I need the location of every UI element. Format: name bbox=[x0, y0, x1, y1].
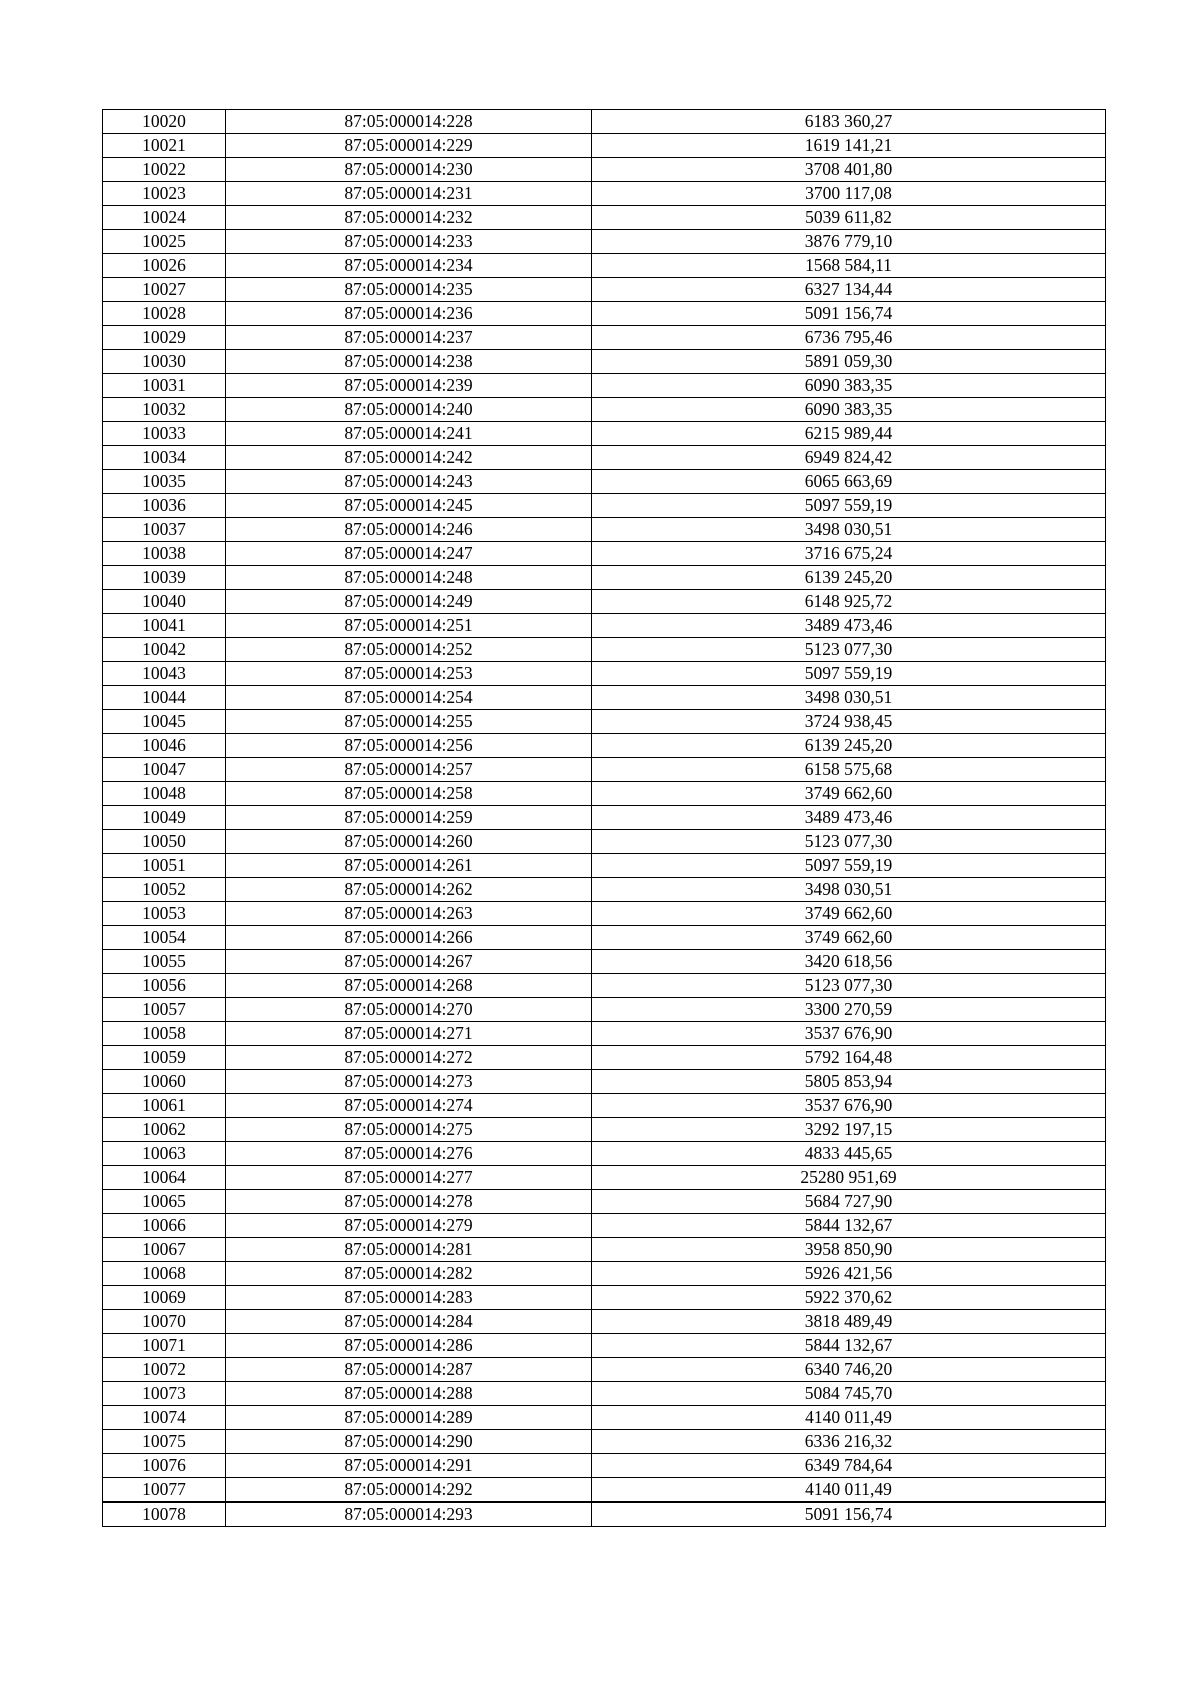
cadastral-value-cell: 6949 824,42 bbox=[592, 446, 1106, 470]
cadastral-value-table bbox=[102, 109, 1106, 1527]
row-number-cell: 10055 bbox=[103, 950, 226, 974]
cadastral-number-cell: 87:05:000014:277 bbox=[226, 1166, 592, 1190]
cadastral-value-cell: 6139 245,20 bbox=[592, 734, 1106, 758]
table-row bbox=[103, 158, 1106, 182]
cadastral-number-cell: 87:05:000014:268 bbox=[226, 974, 592, 998]
cadastral-number-cell: 87:05:000014:257 bbox=[226, 758, 592, 782]
row-number-cell: 10067 bbox=[103, 1238, 226, 1262]
cadastral-value-cell: 3749 662,60 bbox=[592, 902, 1106, 926]
row-number-cell: 10059 bbox=[103, 1046, 226, 1070]
cadastral-number-cell: 87:05:000014:263 bbox=[226, 902, 592, 926]
row-number-cell: 10030 bbox=[103, 350, 226, 374]
table-row bbox=[103, 182, 1106, 206]
row-number-cell: 10022 bbox=[103, 158, 226, 182]
cadastral-value-cell: 6736 795,46 bbox=[592, 326, 1106, 350]
table-row bbox=[103, 1022, 1106, 1046]
cadastral-number-cell: 87:05:000014:283 bbox=[226, 1286, 592, 1310]
cadastral-value-cell: 5084 745,70 bbox=[592, 1382, 1106, 1406]
table-row bbox=[103, 254, 1106, 278]
table-row bbox=[103, 854, 1106, 878]
row-number-cell: 10043 bbox=[103, 662, 226, 686]
table-row bbox=[103, 1430, 1106, 1454]
cadastral-number-cell: 87:05:000014:249 bbox=[226, 590, 592, 614]
cadastral-value-cell: 3700 117,08 bbox=[592, 182, 1106, 206]
table-row bbox=[103, 206, 1106, 230]
table-row bbox=[103, 1166, 1106, 1190]
row-number-cell: 10058 bbox=[103, 1022, 226, 1046]
cadastral-value-cell: 5123 077,30 bbox=[592, 830, 1106, 854]
cadastral-number-cell: 87:05:000014:288 bbox=[226, 1382, 592, 1406]
cadastral-number-cell: 87:05:000014:237 bbox=[226, 326, 592, 350]
cadastral-number-cell: 87:05:000014:287 bbox=[226, 1358, 592, 1382]
cadastral-value-cell: 6139 245,20 bbox=[592, 566, 1106, 590]
row-number-cell: 10029 bbox=[103, 326, 226, 350]
cadastral-value-cell: 6148 925,72 bbox=[592, 590, 1106, 614]
row-number-cell: 10052 bbox=[103, 878, 226, 902]
table-row bbox=[103, 1046, 1106, 1070]
table-row bbox=[103, 1334, 1106, 1358]
table-row bbox=[103, 134, 1106, 158]
cadastral-number-cell: 87:05:000014:243 bbox=[226, 470, 592, 494]
table-row bbox=[103, 806, 1106, 830]
row-number-cell: 10056 bbox=[103, 974, 226, 998]
row-number-cell: 10044 bbox=[103, 686, 226, 710]
cadastral-value-cell: 5097 559,19 bbox=[592, 854, 1106, 878]
cadastral-number-cell: 87:05:000014:255 bbox=[226, 710, 592, 734]
cadastral-number-cell: 87:05:000014:289 bbox=[226, 1406, 592, 1430]
cadastral-value-cell: 5123 077,30 bbox=[592, 638, 1106, 662]
cadastral-number-cell: 87:05:000014:281 bbox=[226, 1238, 592, 1262]
table-row bbox=[103, 374, 1106, 398]
cadastral-number-cell: 87:05:000014:293 bbox=[226, 1502, 592, 1527]
table-row bbox=[103, 1238, 1106, 1262]
row-number-cell: 10069 bbox=[103, 1286, 226, 1310]
cadastral-value-cell: 3489 473,46 bbox=[592, 806, 1106, 830]
cadastral-number-cell: 87:05:000014:240 bbox=[226, 398, 592, 422]
cadastral-number-cell: 87:05:000014:286 bbox=[226, 1334, 592, 1358]
table-row bbox=[103, 1094, 1106, 1118]
cadastral-number-cell: 87:05:000014:260 bbox=[226, 830, 592, 854]
table-row bbox=[103, 1406, 1106, 1430]
table-row bbox=[103, 1502, 1106, 1527]
cadastral-value-cell: 3292 197,15 bbox=[592, 1118, 1106, 1142]
cadastral-number-cell: 87:05:000014:279 bbox=[226, 1214, 592, 1238]
table-row bbox=[103, 590, 1106, 614]
row-number-cell: 10027 bbox=[103, 278, 226, 302]
table-row bbox=[103, 686, 1106, 710]
cadastral-value-cell: 3749 662,60 bbox=[592, 926, 1106, 950]
cadastral-number-cell: 87:05:000014:252 bbox=[226, 638, 592, 662]
table-row bbox=[103, 1358, 1106, 1382]
row-number-cell: 10035 bbox=[103, 470, 226, 494]
cadastral-number-cell: 87:05:000014:275 bbox=[226, 1118, 592, 1142]
cadastral-value-cell: 3420 618,56 bbox=[592, 950, 1106, 974]
cadastral-number-cell: 87:05:000014:282 bbox=[226, 1262, 592, 1286]
table-row bbox=[103, 470, 1106, 494]
cadastral-value-cell: 3724 938,45 bbox=[592, 710, 1106, 734]
cadastral-value-cell: 3749 662,60 bbox=[592, 782, 1106, 806]
row-number-cell: 10072 bbox=[103, 1358, 226, 1382]
row-number-cell: 10041 bbox=[103, 614, 226, 638]
cadastral-value-cell: 3489 473,46 bbox=[592, 614, 1106, 638]
cadastral-number-cell: 87:05:000014:270 bbox=[226, 998, 592, 1022]
cadastral-number-cell: 87:05:000014:238 bbox=[226, 350, 592, 374]
row-number-cell: 10025 bbox=[103, 230, 226, 254]
row-number-cell: 10047 bbox=[103, 758, 226, 782]
cadastral-number-cell: 87:05:000014:274 bbox=[226, 1094, 592, 1118]
cadastral-value-cell: 5097 559,19 bbox=[592, 494, 1106, 518]
cadastral-number-cell: 87:05:000014:291 bbox=[226, 1454, 592, 1478]
row-number-cell: 10039 bbox=[103, 566, 226, 590]
cadastral-value-cell: 5684 727,90 bbox=[592, 1190, 1106, 1214]
cadastral-number-cell: 87:05:000014:228 bbox=[226, 110, 592, 134]
table-row bbox=[103, 614, 1106, 638]
cadastral-number-cell: 87:05:000014:245 bbox=[226, 494, 592, 518]
cadastral-number-cell: 87:05:000014:273 bbox=[226, 1070, 592, 1094]
table-row bbox=[103, 1190, 1106, 1214]
cadastral-number-cell: 87:05:000014:235 bbox=[226, 278, 592, 302]
table-row bbox=[103, 1262, 1106, 1286]
table-row bbox=[103, 638, 1106, 662]
table-row bbox=[103, 758, 1106, 782]
cadastral-value-cell: 5805 853,94 bbox=[592, 1070, 1106, 1094]
cadastral-value-cell: 1619 141,21 bbox=[592, 134, 1106, 158]
cadastral-number-cell: 87:05:000014:232 bbox=[226, 206, 592, 230]
row-number-cell: 10066 bbox=[103, 1214, 226, 1238]
cadastral-value-cell: 6183 360,27 bbox=[592, 110, 1106, 134]
cadastral-value-cell: 6215 989,44 bbox=[592, 422, 1106, 446]
cadastral-value-cell: 3537 676,90 bbox=[592, 1022, 1106, 1046]
row-number-cell: 10077 bbox=[103, 1478, 226, 1503]
table-row bbox=[103, 278, 1106, 302]
table-row bbox=[103, 1478, 1106, 1503]
cadastral-value-cell: 1568 584,11 bbox=[592, 254, 1106, 278]
cadastral-number-cell: 87:05:000014:276 bbox=[226, 1142, 592, 1166]
table-row bbox=[103, 1310, 1106, 1334]
cadastral-value-cell: 5039 611,82 bbox=[592, 206, 1106, 230]
table-row bbox=[103, 542, 1106, 566]
row-number-cell: 10033 bbox=[103, 422, 226, 446]
row-number-cell: 10063 bbox=[103, 1142, 226, 1166]
row-number-cell: 10020 bbox=[103, 110, 226, 134]
row-number-cell: 10049 bbox=[103, 806, 226, 830]
cadastral-value-cell: 5123 077,30 bbox=[592, 974, 1106, 998]
cadastral-number-cell: 87:05:000014:242 bbox=[226, 446, 592, 470]
cadastral-value-cell: 3498 030,51 bbox=[592, 518, 1106, 542]
row-number-cell: 10040 bbox=[103, 590, 226, 614]
cadastral-value-cell: 3876 779,10 bbox=[592, 230, 1106, 254]
cadastral-number-cell: 87:05:000014:271 bbox=[226, 1022, 592, 1046]
row-number-cell: 10028 bbox=[103, 302, 226, 326]
cadastral-value-cell: 25280 951,69 bbox=[592, 1166, 1106, 1190]
table-row bbox=[103, 1382, 1106, 1406]
cadastral-value-cell: 4140 011,49 bbox=[592, 1406, 1106, 1430]
row-number-cell: 10036 bbox=[103, 494, 226, 518]
cadastral-number-cell: 87:05:000014:236 bbox=[226, 302, 592, 326]
cadastral-value-cell: 6090 383,35 bbox=[592, 398, 1106, 422]
cadastral-number-cell: 87:05:000014:229 bbox=[226, 134, 592, 158]
cadastral-value-cell: 3498 030,51 bbox=[592, 878, 1106, 902]
row-number-cell: 10038 bbox=[103, 542, 226, 566]
cadastral-value-cell: 5844 132,67 bbox=[592, 1334, 1106, 1358]
cadastral-number-cell: 87:05:000014:246 bbox=[226, 518, 592, 542]
cadastral-number-cell: 87:05:000014:284 bbox=[226, 1310, 592, 1334]
table-row bbox=[103, 998, 1106, 1022]
row-number-cell: 10060 bbox=[103, 1070, 226, 1094]
cadastral-value-cell: 6327 134,44 bbox=[592, 278, 1106, 302]
cadastral-value-cell: 5097 559,19 bbox=[592, 662, 1106, 686]
cadastral-value-cell: 3300 270,59 bbox=[592, 998, 1106, 1022]
row-number-cell: 10071 bbox=[103, 1334, 226, 1358]
cadastral-value-cell: 6158 575,68 bbox=[592, 758, 1106, 782]
cadastral-value-cell: 5844 132,67 bbox=[592, 1214, 1106, 1238]
cadastral-value-cell: 6090 383,35 bbox=[592, 374, 1106, 398]
table-row bbox=[103, 1454, 1106, 1478]
row-number-cell: 10021 bbox=[103, 134, 226, 158]
row-number-cell: 10037 bbox=[103, 518, 226, 542]
cadastral-number-cell: 87:05:000014:248 bbox=[226, 566, 592, 590]
row-number-cell: 10031 bbox=[103, 374, 226, 398]
cadastral-number-cell: 87:05:000014:262 bbox=[226, 878, 592, 902]
cadastral-value-cell: 6349 784,64 bbox=[592, 1454, 1106, 1478]
row-number-cell: 10051 bbox=[103, 854, 226, 878]
table-row bbox=[103, 926, 1106, 950]
cadastral-number-cell: 87:05:000014:261 bbox=[226, 854, 592, 878]
table-row bbox=[103, 1286, 1106, 1310]
cadastral-number-cell: 87:05:000014:272 bbox=[226, 1046, 592, 1070]
table-row bbox=[103, 1214, 1106, 1238]
cadastral-value-cell: 3708 401,80 bbox=[592, 158, 1106, 182]
cadastral-value-cell: 6336 216,32 bbox=[592, 1430, 1106, 1454]
cadastral-value-cell: 3958 850,90 bbox=[592, 1238, 1106, 1262]
table-row bbox=[103, 494, 1106, 518]
cadastral-value-cell: 4140 011,49 bbox=[592, 1478, 1106, 1503]
table-row bbox=[103, 878, 1106, 902]
row-number-cell: 10024 bbox=[103, 206, 226, 230]
row-number-cell: 10048 bbox=[103, 782, 226, 806]
row-number-cell: 10062 bbox=[103, 1118, 226, 1142]
table-row bbox=[103, 662, 1106, 686]
row-number-cell: 10075 bbox=[103, 1430, 226, 1454]
cadastral-value-cell: 4833 445,65 bbox=[592, 1142, 1106, 1166]
cadastral-value-cell: 5091 156,74 bbox=[592, 1502, 1106, 1527]
cadastral-number-cell: 87:05:000014:266 bbox=[226, 926, 592, 950]
row-number-cell: 10076 bbox=[103, 1454, 226, 1478]
cadastral-value-cell: 3537 676,90 bbox=[592, 1094, 1106, 1118]
table-row bbox=[103, 110, 1106, 134]
table-row bbox=[103, 422, 1106, 446]
table-row bbox=[103, 734, 1106, 758]
row-number-cell: 10026 bbox=[103, 254, 226, 278]
row-number-cell: 10034 bbox=[103, 446, 226, 470]
row-number-cell: 10032 bbox=[103, 398, 226, 422]
cadastral-value-cell: 5792 164,48 bbox=[592, 1046, 1106, 1070]
table-row bbox=[103, 230, 1106, 254]
cadastral-number-cell: 87:05:000014:247 bbox=[226, 542, 592, 566]
row-number-cell: 10053 bbox=[103, 902, 226, 926]
table-row bbox=[103, 830, 1106, 854]
row-number-cell: 10061 bbox=[103, 1094, 226, 1118]
table-row bbox=[103, 446, 1106, 470]
cadastral-number-cell: 87:05:000014:233 bbox=[226, 230, 592, 254]
cadastral-number-cell: 87:05:000014:253 bbox=[226, 662, 592, 686]
row-number-cell: 10023 bbox=[103, 182, 226, 206]
table-row bbox=[103, 902, 1106, 926]
cadastral-number-cell: 87:05:000014:258 bbox=[226, 782, 592, 806]
cadastral-number-cell: 87:05:000014:234 bbox=[226, 254, 592, 278]
row-number-cell: 10042 bbox=[103, 638, 226, 662]
row-number-cell: 10065 bbox=[103, 1190, 226, 1214]
cadastral-value-cell: 3818 489,49 bbox=[592, 1310, 1106, 1334]
table-row bbox=[103, 950, 1106, 974]
row-number-cell: 10078 bbox=[103, 1502, 226, 1527]
row-number-cell: 10045 bbox=[103, 710, 226, 734]
table-row bbox=[103, 566, 1106, 590]
cadastral-value-cell: 6340 746,20 bbox=[592, 1358, 1106, 1382]
table-row bbox=[103, 1118, 1106, 1142]
cadastral-number-cell: 87:05:000014:292 bbox=[226, 1478, 592, 1503]
row-number-cell: 10054 bbox=[103, 926, 226, 950]
table-row bbox=[103, 518, 1106, 542]
cadastral-number-cell: 87:05:000014:230 bbox=[226, 158, 592, 182]
table-row bbox=[103, 710, 1106, 734]
cadastral-number-cell: 87:05:000014:278 bbox=[226, 1190, 592, 1214]
cadastral-number-cell: 87:05:000014:259 bbox=[226, 806, 592, 830]
cadastral-value-cell: 6065 663,69 bbox=[592, 470, 1106, 494]
table-row bbox=[103, 974, 1106, 998]
cadastral-value-cell: 5922 370,62 bbox=[592, 1286, 1106, 1310]
table-row bbox=[103, 1070, 1106, 1094]
cadastral-number-cell: 87:05:000014:251 bbox=[226, 614, 592, 638]
cadastral-value-cell: 5926 421,56 bbox=[592, 1262, 1106, 1286]
row-number-cell: 10074 bbox=[103, 1406, 226, 1430]
row-number-cell: 10057 bbox=[103, 998, 226, 1022]
cadastral-value-cell: 5891 059,30 bbox=[592, 350, 1106, 374]
cadastral-number-cell: 87:05:000014:290 bbox=[226, 1430, 592, 1454]
table-row bbox=[103, 302, 1106, 326]
cadastral-value-cell: 3716 675,24 bbox=[592, 542, 1106, 566]
table-row bbox=[103, 782, 1106, 806]
table-row bbox=[103, 398, 1106, 422]
table-body bbox=[103, 110, 1106, 1527]
row-number-cell: 10064 bbox=[103, 1166, 226, 1190]
row-number-cell: 10046 bbox=[103, 734, 226, 758]
row-number-cell: 10073 bbox=[103, 1382, 226, 1406]
table-row bbox=[103, 1142, 1106, 1166]
cadastral-number-cell: 87:05:000014:241 bbox=[226, 422, 592, 446]
table-row bbox=[103, 350, 1106, 374]
cadastral-number-cell: 87:05:000014:231 bbox=[226, 182, 592, 206]
row-number-cell: 10070 bbox=[103, 1310, 226, 1334]
row-number-cell: 10068 bbox=[103, 1262, 226, 1286]
cadastral-value-cell: 5091 156,74 bbox=[592, 302, 1106, 326]
cadastral-number-cell: 87:05:000014:267 bbox=[226, 950, 592, 974]
table-row bbox=[103, 326, 1106, 350]
cadastral-value-cell: 3498 030,51 bbox=[592, 686, 1106, 710]
cadastral-number-cell: 87:05:000014:256 bbox=[226, 734, 592, 758]
cadastral-number-cell: 87:05:000014:239 bbox=[226, 374, 592, 398]
row-number-cell: 10050 bbox=[103, 830, 226, 854]
cadastral-number-cell: 87:05:000014:254 bbox=[226, 686, 592, 710]
